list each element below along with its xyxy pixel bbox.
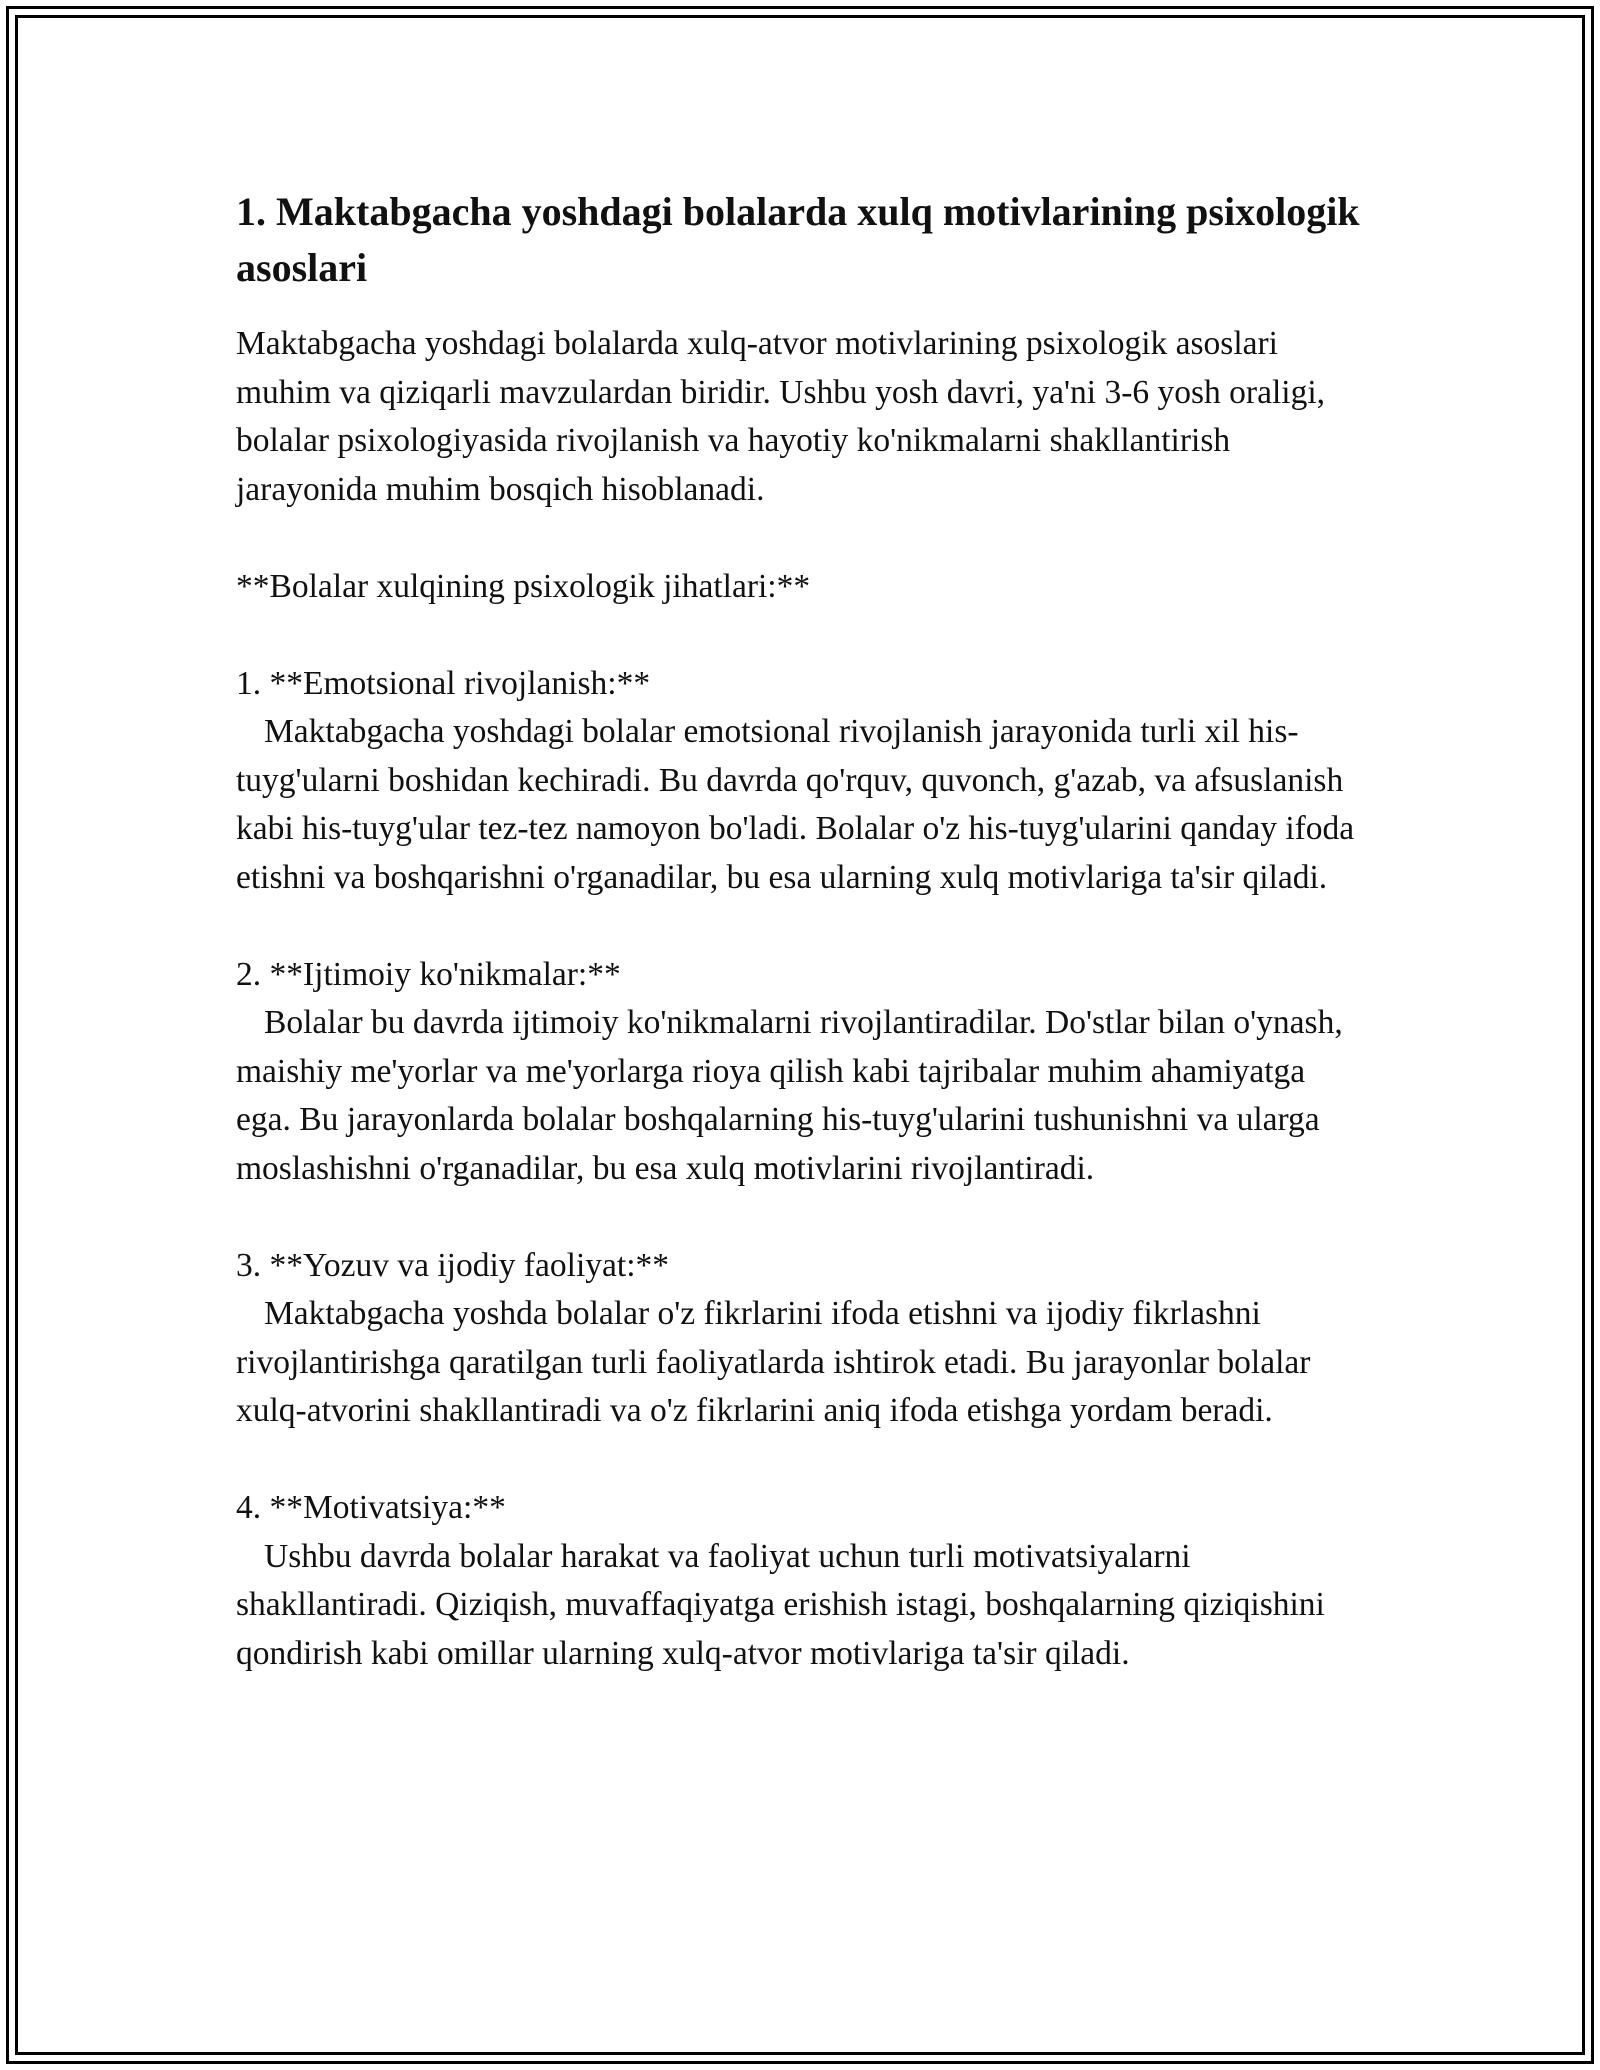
section-3-heading: 3. **Yozuv va ijodiy faoliyat:** xyxy=(236,1246,669,1284)
section-2-body: Bolalar bu davrda ijtimoiy ko'nikmalarni rivojlantiradilar. Do'stlar bilan o'ynash, maishiy me'yorlar va me'yorlarga rioya qilish kabi tajribalar muhim ahamiyatga ega. Bu jarayonlarda bolalar boshqalarning his-tuyg'ularini tushunishni va ularga moslashishni o'rganadilar, bu esa xulq motivlarini rivojlantiradi. xyxy=(236,1004,1343,1187)
intro-paragraph: Maktabgacha yoshdagi bolalarda xulq-atvor motivlarining psixologik asoslari muhim va qiziqarli mavzulardan biridir. Ushbu yosh davri, ya'ni 3-6 yosh oraligi, bolalar psixologiyasida rivojlanish va hayotiy ko'nikmalarni shakllantirish jarayonida muhim bosqich hisoblanadi. xyxy=(236,325,1325,508)
section-1 xyxy=(236,660,1366,903)
section-3-body: Maktabgacha yoshda bolalar o'z fikrlarini ifoda etishni va ijodiy fikrlashni rivojlantirishga qaratilgan turli faoliyatlarda ishtirok etadi. Bu jarayonlar bolalar xulq-atvorini shakllantiradi va o'z fikrlarini aniq ifoda etishga yordam beradi. xyxy=(236,1295,1311,1429)
section-1-heading: 1. **Emotsional rivojlanish:** xyxy=(236,664,651,702)
section-4-body: Ushbu davrda bolalar harakat va faoliyat uchun turli motivatsiyalarni shakllantiradi. Qiziqish, muvaffaqiyatga erishish istagi, boshqalarning qiziqishini qondirish kabi omillar ularning xulq-atvor motivlariga ta'sir qiladi. xyxy=(236,1537,1325,1672)
document-page xyxy=(236,184,1366,1678)
section-1-body: Maktabgacha yoshdagi bolalar emotsional rivojlanish jarayonida turli xil his-tuyg'ularni boshidan kechiradi. Bu davrda qo'rquv, quvonch, g'azab, va afsuslanish kabi his-tuyg'ular tez-tez namoyon bo'ladi. Bolalar o'z his-tuyg'ularini qanday ifoda etishni va boshqarishni o'rganadilar, bu esa ularning xulq motivlariga ta'sir qiladi. xyxy=(236,713,1355,896)
section-4-heading: 4. **Motivatsiya:** xyxy=(236,1489,506,1526)
section-2 xyxy=(236,951,1366,1194)
section-3 xyxy=(236,1242,1366,1436)
document-title: 1. Maktabgacha yoshdagi bolalarda xulq motivlarining psixologik asoslari xyxy=(236,189,1360,290)
section-2-heading: 2. **Ijtimoiy ko'nikmalar:** xyxy=(236,955,621,993)
subheading: **Bolalar xulqining psixologik jihatlari:** xyxy=(236,567,811,605)
section-4 xyxy=(236,1484,1366,1678)
